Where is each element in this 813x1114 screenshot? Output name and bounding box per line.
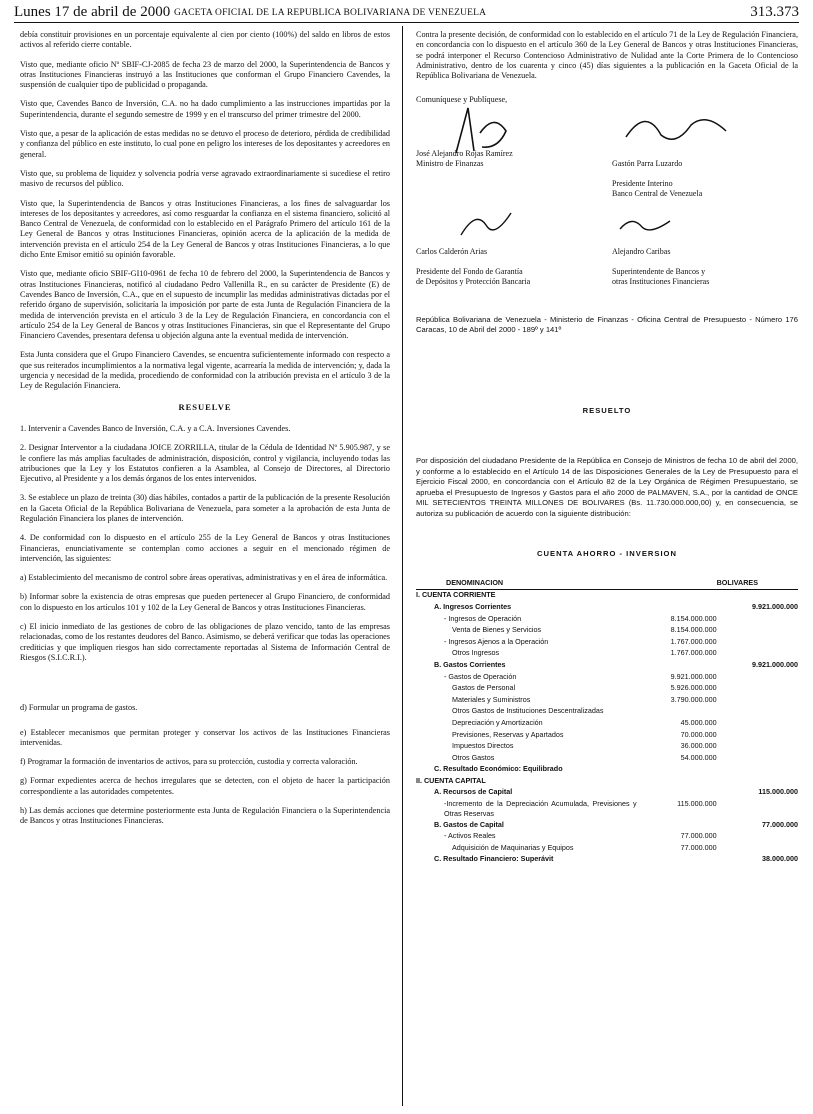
budget-detail-amount: 45.000.000 xyxy=(680,717,717,727)
budget-detail-amount: 9.921.000.000 xyxy=(670,671,717,681)
resolution-item: 1. Intervenir a Cavendes Banco de Inversión, C.A. y a C.A. Inversiones Cavendes. xyxy=(20,423,291,433)
budget-detail-amount: 8.154.000.000 xyxy=(670,613,717,623)
budget-label: I. CUENTA CORRIENTE xyxy=(416,590,496,600)
signatory-role: Presidente del Fondo de Garantía de Depósitos y Protección Bancaria xyxy=(416,266,531,286)
budget-label: Materiales y Suministros xyxy=(452,694,531,704)
budget-total-amount xyxy=(717,843,798,855)
budget-total-amount xyxy=(717,590,798,602)
budget-detail-amount: 70.000.000 xyxy=(680,729,717,739)
signatory-name: José Alejandro Rojas Ramírez xyxy=(416,148,513,158)
budget-label: Impuestos Directos xyxy=(452,741,514,751)
budget-row xyxy=(416,683,798,695)
budget-label: II. CUENTA CAPITAL xyxy=(416,775,486,785)
budget-row xyxy=(416,730,798,742)
budget-detail-amount xyxy=(637,776,717,788)
budget-total-amount xyxy=(717,730,798,742)
budget-label: B. Gastos de Capital xyxy=(434,819,504,829)
budget-total-amount xyxy=(717,625,798,637)
page-number: 313.373 xyxy=(750,4,799,20)
signatory-role: Superintendente de Bancos y otras Instituciones Financieras xyxy=(612,266,710,286)
budget-detail-amount: 77.000.000 xyxy=(680,831,717,841)
budget-row xyxy=(416,625,798,637)
resolution-item: h) Las demás acciones que determine posteriormente esta Junta de Regulación Financiera o la Superintendencia de Bancos y otras Instituciones Financieras. xyxy=(20,806,390,826)
signature-row-1 xyxy=(416,115,798,197)
signatory-role: Ministro de Finanzas xyxy=(416,158,484,168)
col-bolivares: BOLIVARES xyxy=(716,577,758,587)
left-paragraph: debía constituir provisiones en un porcentaje equivalente al cien por ciento (100%) del saldo en libros de estos activos al referido cierre contable. xyxy=(20,30,390,50)
budget-total-amount: 9.921.000.000 xyxy=(752,659,798,669)
budget-label: - Ingresos Ajenos a la Operación xyxy=(444,636,549,646)
budget-detail-amount: 1.767.000.000 xyxy=(670,648,717,658)
signature-row-2 xyxy=(416,205,798,291)
budget-label: C. Resultado Financiero: Superávit xyxy=(434,854,554,864)
budget-label: Venta de Bienes y Servicios xyxy=(452,625,542,635)
budget-row xyxy=(416,695,798,707)
budget-label: -Incremento de la Depreciación Acumulada, Previsiones y Otras Reservas xyxy=(444,799,637,819)
signatory xyxy=(612,149,792,209)
signatory xyxy=(612,237,792,297)
resolution-item: g) Formar expedientes acerca de hechos irregulares que se detecten, con el objeto de hacer la participación correspondiente a las autoridades competentes. xyxy=(20,776,390,796)
resolution-item: 4. De conformidad con lo dispuesto en el artículo 255 de la Ley General de Bancos y otras Instituciones Financieras, enunciativamente se contemplan como acciones a seguir en el mencionado régimen de intervención, las siguientes: xyxy=(20,533,390,563)
resolution-item: f) Programar la formación de inventarios de activos, para su protección, custodia y correcta valoración. xyxy=(20,757,358,767)
signatory-name: Alejandro Caribas xyxy=(612,246,671,256)
budget-total-amount: 38.000.000 xyxy=(762,854,798,864)
budget-total-amount: 9.921.000.000 xyxy=(752,601,798,611)
left-paragraph: Esta Junta considera que el Grupo Financiero Cavendes, se encuentra suficientemente informado con respecto a que sus reiterados incumplimientos a la normativa legal vigente, acarrearía la medida de intervención; y, dada la urgencia y necesidad de la medida, procediendo de conformidad con la atribución prevista en el artículo 3 de la Ley de Regulación Financiera. xyxy=(20,350,390,391)
resolution-item: 2. Designar Interventor a la ciudadana JOICE ZORRILLA, titular de la Cédula de Identidad Nº 5.905.987, y se le confiere las más amplias facultades de administración, disposición, control y vigilancia, incluyendo todas las atribuciones que la Ley y los Estatutos confieren a la Asamblea, al Consejo de Directores, al Directorio Ejecutivo, al Presidente y a los demás órganos de los entes intervenidos. xyxy=(20,443,390,484)
budget-label: - Activos Reales xyxy=(444,831,496,841)
budget-total-amount xyxy=(717,695,798,707)
budget-label: Depreciación y Amortización xyxy=(452,717,543,727)
cuenta-heading: CUENTA AHORRO - INVERSION xyxy=(537,549,677,559)
resuelve-heading: RESUELVE xyxy=(178,401,232,412)
budget-label: Gastos de Personal xyxy=(452,683,516,693)
left-paragraph: Visto que, Cavendes Banco de Inversión, C.A. no ha dado cumplimiento a las instrucciones impartidas por la Superintendencia, durante el segundo semestre de 1999 y en el transcurso del primer trimestre del 2000. xyxy=(20,99,390,119)
resolution-item: 3. Se establece un plazo de treinta (30) días hábiles, contados a partir de la publicación de la presente Resolución en la Gaceta Oficial de la República Bolivariana de Venezuela, para someter a la aprobación de esta Junta de Regulación Financiera los planes de intervención. xyxy=(20,493,390,523)
budget-row xyxy=(416,590,798,602)
budget-total-amount xyxy=(717,753,798,765)
budget-row xyxy=(416,776,798,788)
budget-total-amount xyxy=(717,831,798,843)
budget-total-amount: 115.000.000 xyxy=(758,787,798,797)
budget-row xyxy=(416,614,798,626)
budget-label: - Gastos de Operación xyxy=(444,671,517,681)
budget-total-amount xyxy=(717,776,798,788)
budget-total-amount xyxy=(717,799,798,820)
header-title: GACETA OFICIAL DE LA REPUBLICA BOLIVARIANA DE VENEZUELA xyxy=(174,8,487,18)
budget-total-amount xyxy=(717,614,798,626)
left-paragraph: Visto que, mediante oficio SBIF-GI10-0961 de fecha 10 de febrero del 2000, la Superintendencia de Bancos y otras Instituciones Financieras, notificó al ciudadano Pedro Vallenilla R., en su carácter de Presidente (E) de Cavendes Banco de Inversión, C.A., que en el supuesto de incumplir las medidas administrativas dictadas por el referido órgano de supervisión, solicitaría la imposición por parte de esta Junta de Regulación Financiera de la medida de intervención prevista en el artículo 3 de la Ley de Regulación Financiera, en concordancia con el artículo 254 de la Ley General de Bancos y otras Instituciones Financieras, sin que el Representante del Grupo Financiero Cavendes, presentara defensa u objeción alguna ante la eventual medida de intervención. xyxy=(20,269,390,341)
budget-label: Previsiones, Reservas y Apartados xyxy=(452,729,564,739)
budget-detail-amount: 5.926.000.000 xyxy=(670,683,717,693)
column-divider xyxy=(402,26,403,1106)
budget-total-amount xyxy=(717,706,798,718)
budget-detail-amount: 3.790.000.000 xyxy=(670,694,717,704)
ministry-line: República Bolivariana de Venezuela - Ministerio de Finanzas - Oficina Central de Presupuesto - Número 176 Caracas, 10 de Abril del 2000 - 189º y 141º xyxy=(416,314,798,335)
signatory-name: Carlos Calderón Arias xyxy=(416,246,488,256)
budget-detail-amount: 77.000.000 xyxy=(680,842,717,852)
budget-row xyxy=(416,672,798,684)
budget-detail-amount xyxy=(637,602,717,614)
signatory-role: Presidente Interino Banco Central de Venezuela xyxy=(612,178,703,198)
budget-row xyxy=(416,706,798,718)
resolution-item: c) El inicio inmediato de las gestiones de cobro de las obligaciones de plazo vencido, tanto de las empresas relacionadas, como de los restantes deudores del Banco. Asimismo, se deberá verificar que todas las operaciones crediticias y que impliquen riesgos han sido correctamente reportadas al Sistema de Información Central de Riesgos (S.I.C.R.I.). xyxy=(20,622,390,662)
budget-total-amount xyxy=(717,764,798,776)
budget-total-amount: 77.000.000 xyxy=(762,819,798,829)
budget-detail-amount xyxy=(637,660,717,672)
budget-table xyxy=(416,578,798,866)
budget-label: Otros Ingresos xyxy=(452,648,500,658)
budget-row xyxy=(416,831,798,843)
left-paragraph: Visto que, mediante oficio Nº SBIF-CJ-2085 de fecha 23 de marzo del 2000, la Superintendencia de Bancos y otras Instituciones Financieras instruyó a las Instituciones que conforman el Grupo Financiero Cavendes, la suspensión de cualquier tipo de publicidad o propaganda. xyxy=(20,59,390,90)
budget-row xyxy=(416,854,798,866)
comuniquese-line: Comuníquese y Publíquese, xyxy=(416,95,508,105)
header-rule xyxy=(14,22,799,23)
budget-detail-amount: 1.767.000.000 xyxy=(670,636,717,646)
signatory-name: Gastón Parra Luzardo xyxy=(612,158,683,168)
left-paragraph: Visto que, la Superintendencia de Bancos y otras Instituciones Financieras, a los fines de salvaguardar los intereses de los depositantes y acreedores, así como resguardar la confianza en el sistema financiero, solicitó al Banco Central de Venezuela, de conformidad con lo establecido en el Parágrafo Primero del artículo 161 de la Ley General de Bancos y otras Instituciones Financieras, opinión acerca de la aplicación de la medida de intervención prevista en el artículo 254 de la Ley General de Bancos y otras Instituciones Financieras, a lo que dicho Ente Emisor emitió su opinión favorable. xyxy=(20,198,390,260)
budget-detail-amount xyxy=(637,590,717,602)
budget-total-amount xyxy=(717,648,798,660)
left-paragraph: Visto que, su problema de liquidez y solvencia podría verse agravado extraordinariamente si sucediese el retiro masivo de recursos del público. xyxy=(20,168,390,189)
left-paragraph: Visto que, a pesar de la aplicación de estas medidas no se detuvo el proceso de deterioro, pérdida de credibilidad y confianza del público en este instituto, lo cual pone en peligro los intereses de los depositantes y acreedores en general. xyxy=(20,129,390,159)
budget-detail-amount: 36.000.000 xyxy=(680,741,717,751)
budget-row xyxy=(416,637,798,649)
appeal-paragraph: Contra la presente decisión, de conformidad con lo establecido en el artículo 71 de la Ley de Regulación Financiera, en concordancia con lo dispuesto en el artículo 360 de la Ley General de Bancos y otras Instituciones Financieras, se podrá interponer el Recurso Contencioso Administrativo de Nulidad ante la Corte Primera de lo Contencioso Administrativo, dentro de los cuarenta y cinco (45) días siguientes a la publicación en la Gaceta Oficial de la República Bolivariana de Venezuela. xyxy=(416,30,798,81)
budget-total-amount xyxy=(717,718,798,730)
left-column xyxy=(20,30,390,836)
budget-detail-amount xyxy=(637,820,717,832)
budget-detail-amount: 115.000.000 xyxy=(677,799,717,809)
budget-row xyxy=(416,799,798,820)
budget-row xyxy=(416,660,798,672)
resolution-item: e) Establecer mecanismos que permitan proteger y conservar los activos de las Instituciones Financieras intervenidas. xyxy=(20,727,390,747)
budget-label: Otros Gastos de Instituciones Descentralizadas xyxy=(452,706,604,716)
budget-row xyxy=(416,753,798,765)
budget-total-amount xyxy=(717,741,798,753)
budget-total-amount xyxy=(717,637,798,649)
budget-label: A. Ingresos Corrientes xyxy=(434,601,512,611)
budget-row xyxy=(416,787,798,799)
signatory xyxy=(416,237,606,297)
resolution-item: a) Establecimiento del mecanismo de control sobre áreas operativas, administrativas y en el área de informática. xyxy=(20,573,388,583)
resolution-item: d) Formular un programa de gastos. xyxy=(20,703,138,713)
budget-row xyxy=(416,764,798,776)
resuelto-heading: RESUELTO xyxy=(582,405,632,415)
budget-total-amount xyxy=(717,672,798,684)
col-denominacion: DENOMINACION xyxy=(446,577,504,587)
budget-label: B. Gastos Corrientes xyxy=(434,659,506,669)
budget-header-row xyxy=(416,578,798,590)
budget-row xyxy=(416,820,798,832)
budget-label: A. Recursos de Capital xyxy=(434,787,513,797)
budget-row xyxy=(416,648,798,660)
budget-row xyxy=(416,741,798,753)
right-column xyxy=(416,30,798,866)
budget-label: - Ingresos de Operación xyxy=(444,613,522,623)
header-date: Lunes 17 de abril de 2000 xyxy=(14,4,171,20)
budget-label: Otros Gastos xyxy=(452,752,495,762)
budget-detail-amount xyxy=(637,854,717,866)
budget-detail-amount: 8.154.000.000 xyxy=(670,625,717,635)
budget-row xyxy=(416,718,798,730)
budget-label: C. Resultado Económico: Equilibrado xyxy=(434,764,563,774)
budget-total-amount xyxy=(717,683,798,695)
budget-detail-amount xyxy=(637,787,717,799)
budget-paragraph: Por disposición del ciudadano Presidente de la República en Consejo de Ministros de fecha 10 de abril del 2000, y conforme a lo establecido en el Artículo 14 de las Disposiciones Generales de la Ley de Presupuesto para el Ejercicio Fiscal 2000, en concordancia con el Artículo 82 de la Ley Orgánica de Régimen Presupuestario, se aprueba el Presupuesto de Ingresos y Gastos para el año 2000 de PALMAVEN, S.A., por la cantidad de ONCE MIL SETECIENTOS TREINTA MILLONES DE BOLIVARES (Bs. 11.730.000.000,00) y, en consecuencia, se autoriza su publicación de acuerdo con la siguiente distribución: xyxy=(416,456,798,518)
budget-row xyxy=(416,843,798,855)
budget-row xyxy=(416,602,798,614)
budget-detail-amount: 54.000.000 xyxy=(680,752,717,762)
budget-detail-amount xyxy=(637,706,717,718)
resolution-item: b) Informar sobre la existencia de otras empresas que pueden pertenecer al Grupo Financiero, de conformidad con lo dispuesto en los artículos 101 y 102 de la Ley General de Bancos y otras Instituciones Financieras. xyxy=(20,592,390,612)
budget-detail-amount xyxy=(637,764,717,776)
signatory xyxy=(416,149,596,169)
budget-label: Adquisición de Maquinarias y Equipos xyxy=(452,842,574,852)
